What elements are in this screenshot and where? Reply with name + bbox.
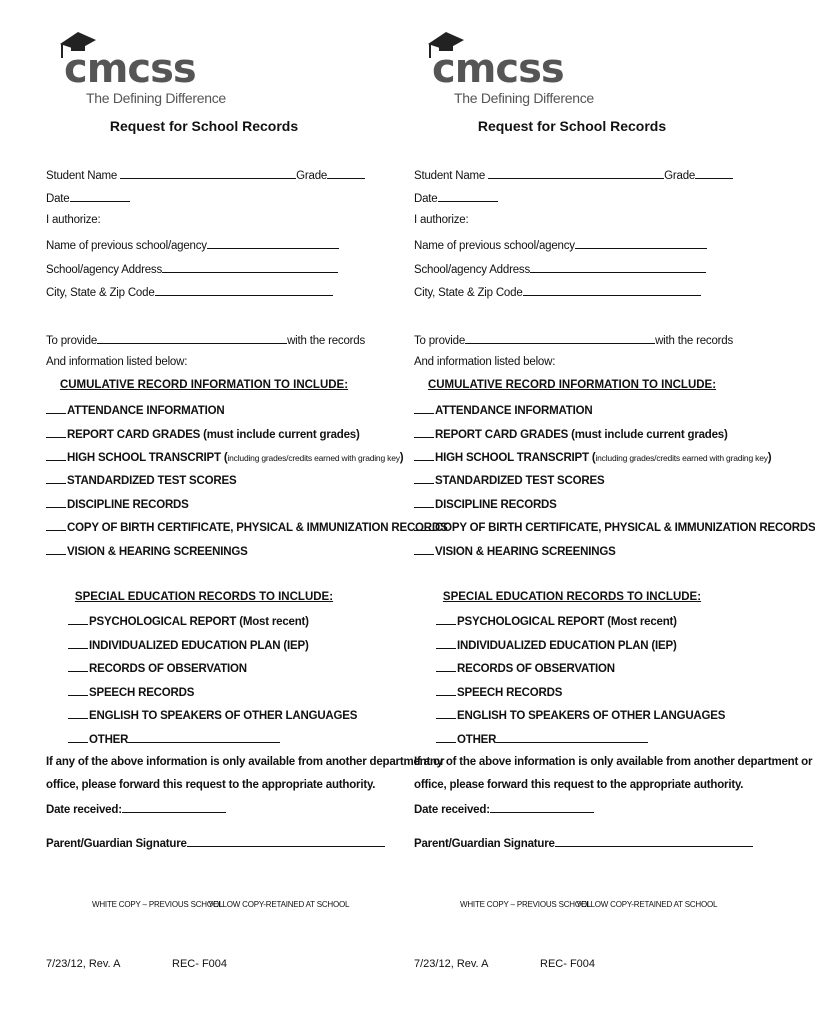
date-received-field[interactable]: [122, 802, 226, 813]
signature-row: Parent/Guardian Signature: [46, 836, 385, 850]
date-received-row: Date received:: [414, 802, 594, 816]
checkbox-line[interactable]: [414, 520, 434, 531]
previous-school-field[interactable]: [207, 238, 339, 249]
cumulative-item: STANDARDIZED TEST SCORES: [414, 473, 604, 487]
checkbox-line[interactable]: [414, 427, 434, 438]
cumulative-item: COPY OF BIRTH CERTIFICATE, PHYSICAL & IMMUNIZATION RECORDS: [414, 520, 815, 534]
white-copy-note: WHITE COPY – PREVIOUS SCHOOL: [92, 900, 224, 909]
to-provide-field[interactable]: [97, 333, 287, 344]
logo-tagline: The Defining Difference: [86, 90, 226, 106]
forward-note-2: office, please forward this request to the appropriate authority.: [414, 779, 744, 791]
cumulative-item: VISION & HEARING SCREENINGS: [414, 544, 616, 558]
special-item: SPEECH RECORDS: [68, 685, 194, 699]
svg-text:cmcss: cmcss: [432, 46, 564, 92]
cumulative-item: HIGH SCHOOL TRANSCRIPT (including grades/credits earned with grading key): [414, 450, 771, 464]
other-field[interactable]: [496, 732, 648, 743]
checkbox-line[interactable]: [46, 450, 66, 461]
checkbox-line[interactable]: [68, 638, 88, 649]
checkbox-line[interactable]: [414, 544, 434, 555]
info-listed-label: And information listed below:: [414, 356, 556, 368]
checkbox-line[interactable]: [46, 473, 66, 484]
date-row: Date: [414, 191, 498, 205]
checkbox-line[interactable]: [436, 661, 456, 672]
grade-field[interactable]: [695, 168, 733, 179]
cumulative-heading: CUMULATIVE RECORD INFORMATION TO INCLUDE:: [59, 379, 349, 391]
cumulative-item: HIGH SCHOOL TRANSCRIPT (including grades/credits earned with grading key): [46, 450, 403, 464]
date-row: Date: [46, 191, 130, 205]
checkbox-line[interactable]: [46, 427, 66, 438]
checkbox-line[interactable]: [436, 685, 456, 696]
checkbox-line[interactable]: [436, 708, 456, 719]
date-received-field[interactable]: [490, 802, 594, 813]
checkbox-line[interactable]: [46, 403, 66, 414]
previous-school-field[interactable]: [575, 238, 707, 249]
cumulative-item: COPY OF BIRTH CERTIFICATE, PHYSICAL & IMMUNIZATION RECORDS: [46, 520, 447, 534]
address-field[interactable]: [530, 262, 706, 273]
white-copy-note: WHITE COPY – PREVIOUS SCHOOL: [460, 900, 592, 909]
address-field[interactable]: [162, 262, 338, 273]
form-code: REC- F004: [540, 958, 596, 970]
student-name-row: Student Name Grade: [414, 168, 733, 182]
city-field[interactable]: [523, 285, 701, 296]
cumulative-item: REPORT CARD GRADES (must include current grades): [414, 427, 728, 441]
special-item: RECORDS OF OBSERVATION: [436, 661, 615, 675]
cumulative-item: DISCIPLINE RECORDS: [46, 497, 189, 511]
other-field[interactable]: [128, 732, 280, 743]
signature-field[interactable]: [555, 836, 753, 847]
to-provide-row: To provide with the records: [46, 335, 366, 347]
city-field[interactable]: [155, 285, 333, 296]
cumulative-heading: CUMULATIVE RECORD INFORMATION TO INCLUDE:: [427, 379, 717, 391]
special-item: PSYCHOLOGICAL REPORT (Most recent): [68, 614, 309, 628]
special-item: ENGLISH TO SPEAKERS OF OTHER LANGUAGES: [436, 708, 725, 722]
special-ed-heading: SPECIAL EDUCATION RECORDS TO INCLUDE:: [442, 591, 702, 603]
checkbox-line[interactable]: [68, 685, 88, 696]
special-item: INDIVIDUALIZED EDUCATION PLAN (IEP): [436, 638, 677, 652]
special-ed-heading: SPECIAL EDUCATION RECORDS TO INCLUDE:: [74, 591, 334, 603]
grade-field[interactable]: [327, 168, 365, 179]
cumulative-item: DISCIPLINE RECORDS: [414, 497, 557, 511]
forward-note-1: If any of the above information is only available from another department or: [46, 756, 445, 768]
date-received-row: Date received:: [46, 802, 226, 816]
date-field[interactable]: [438, 191, 498, 202]
checkbox-line[interactable]: [436, 638, 456, 649]
special-item: PSYCHOLOGICAL REPORT (Most recent): [436, 614, 677, 628]
special-item: OTHER: [68, 732, 280, 746]
forward-note-1: If any of the above information is only available from another department or: [414, 756, 813, 768]
info-listed-label: And information listed below:: [46, 356, 188, 368]
logo-tagline: The Defining Difference: [454, 90, 594, 106]
authorize-label: I authorize:: [46, 214, 101, 226]
to-provide-row: To provide with the records: [414, 335, 734, 347]
checkbox-line[interactable]: [414, 450, 434, 461]
signature-field[interactable]: [187, 836, 385, 847]
checkbox-line[interactable]: [46, 544, 66, 555]
previous-school-row: Name of previous school/agency: [414, 238, 707, 252]
checkbox-line[interactable]: [46, 520, 66, 531]
signature-row: Parent/Guardian Signature: [414, 836, 753, 850]
checkbox-line[interactable]: [68, 708, 88, 719]
form-title: Request for School Records: [109, 118, 299, 134]
cumulative-item: ATTENDANCE INFORMATION: [414, 403, 592, 417]
records-request-form-right: [412, 0, 815, 1024]
student-name-row: Student Name Grade: [46, 168, 365, 182]
form-code: REC- F004: [172, 958, 228, 970]
forward-note-2: office, please forward this request to the appropriate authority.: [46, 779, 376, 791]
cumulative-item: REPORT CARD GRADES (must include current grades): [46, 427, 360, 441]
yellow-copy-note: YELLOW COPY-RETAINED AT SCHOOL: [576, 900, 718, 909]
checkbox-line[interactable]: [68, 732, 88, 743]
revision-date: 7/23/12, Rev. A: [46, 958, 121, 970]
special-item: INDIVIDUALIZED EDUCATION PLAN (IEP): [68, 638, 309, 652]
checkbox-line[interactable]: [414, 473, 434, 484]
previous-school-row: Name of previous school/agency: [46, 238, 339, 252]
city-row: City, State & Zip Code: [46, 285, 333, 299]
checkbox-line[interactable]: [68, 614, 88, 625]
city-row: City, State & Zip Code: [414, 285, 701, 299]
svg-text:cmcss: cmcss: [64, 46, 196, 92]
revision-date: 7/23/12, Rev. A: [414, 958, 489, 970]
special-item: RECORDS OF OBSERVATION: [68, 661, 247, 675]
checkbox-line[interactable]: [436, 614, 456, 625]
yellow-copy-note: YELLOW COPY-RETAINED AT SCHOOL: [208, 900, 350, 909]
student-name-field[interactable]: [488, 168, 664, 179]
address-row: School/agency Address: [46, 262, 338, 276]
date-field[interactable]: [70, 191, 130, 202]
special-item: SPEECH RECORDS: [436, 685, 562, 699]
authorize-label: I authorize:: [414, 214, 469, 226]
checkbox-line[interactable]: [68, 661, 88, 672]
student-name-field[interactable]: [120, 168, 296, 179]
address-row: School/agency Address: [414, 262, 706, 276]
records-request-form-left: [44, 0, 448, 1024]
to-provide-field[interactable]: [465, 333, 655, 344]
checkbox-line[interactable]: [414, 497, 434, 508]
cumulative-item: STANDARDIZED TEST SCORES: [46, 473, 236, 487]
form-title: Request for School Records: [477, 118, 667, 134]
checkbox-line[interactable]: [414, 403, 434, 414]
checkbox-line[interactable]: [46, 497, 66, 508]
special-item: ENGLISH TO SPEAKERS OF OTHER LANGUAGES: [68, 708, 357, 722]
special-item: OTHER: [436, 732, 648, 746]
cumulative-item: ATTENDANCE INFORMATION: [46, 403, 224, 417]
checkbox-line[interactable]: [436, 732, 456, 743]
cumulative-item: VISION & HEARING SCREENINGS: [46, 544, 248, 558]
